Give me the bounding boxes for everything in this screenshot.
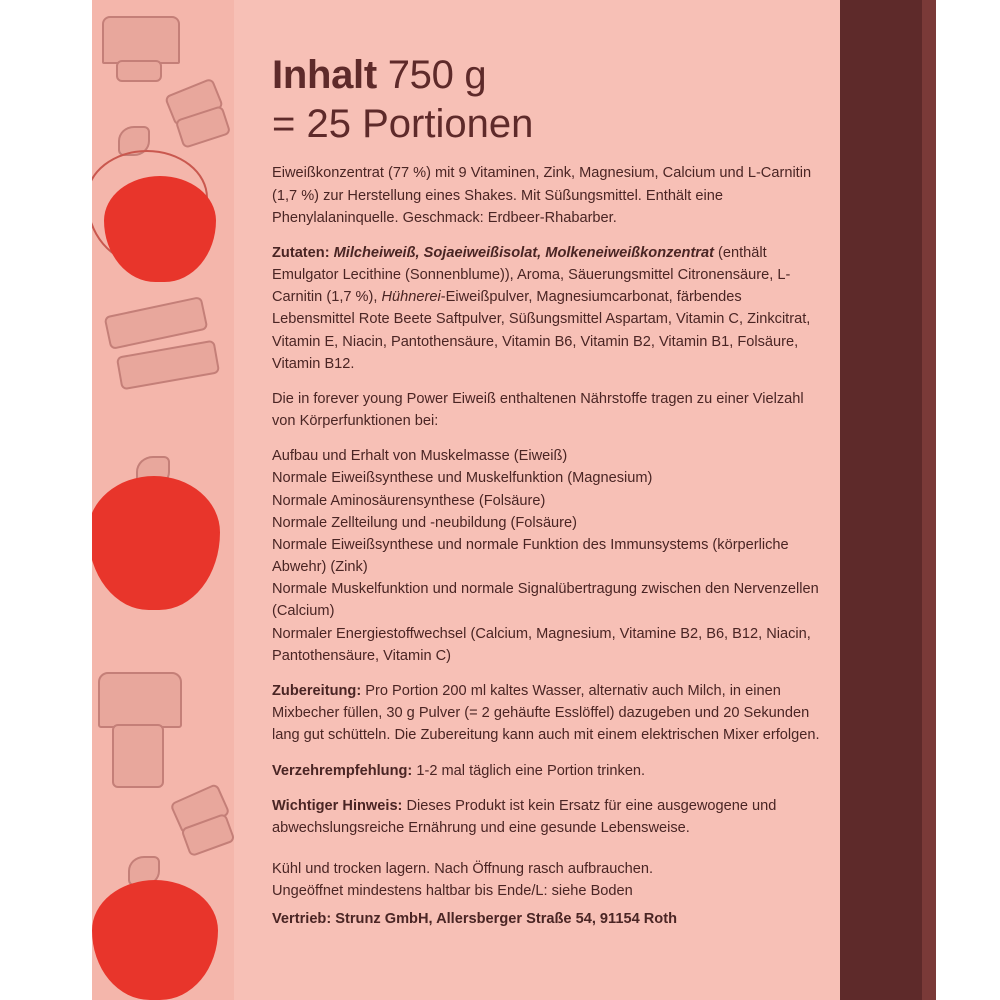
consumption-heading: Verzehrempfehlung: [272,762,413,779]
storage-line-2: Ungeöffnet mindestens haltbar bis Ende/L: siehe Boden [272,883,633,900]
preparation-paragraph [272,680,828,747]
rhubarb-stalk-icon [104,296,209,350]
background-left-margin [0,0,92,1000]
ingredients-paragraph [272,242,828,375]
list-item: Normale Muskelfunktion und normale Signalübertragung zwischen den Nervenzellen (Calcium) [272,581,819,620]
list-item: Normale Aminosäurensynthese (Folsäure) [272,492,546,509]
package-side-edge [922,0,936,1000]
strawberry-icon [104,176,216,282]
rhubarb-leaf-icon [102,16,180,64]
preparation-heading: Zubereitung: [272,682,362,699]
portions-count: = 25 Portionen [272,102,534,147]
rhubarb-leaf-icon [98,672,182,728]
ingredients-part-2: -Eiweißpulver, Magnesiumcarbonat, färbendes Lebensmittel Rote Beete Saftpulver, Süßungsmittel Aspartam, Vitamin C, Zinkcitrat, Vitamin E, Niacin, Pantothensäure, Vitamin B6, Vitamin B2, Vitamin B1, Folsäure, Vitamin B12. [272,289,811,372]
distribution-heading: Vertrieb: [272,911,332,928]
label-content [272,52,828,944]
package-side-panel [840,0,922,1000]
ingredients-emphasis-1: Milcheiweiß, Sojaeiweißisolat, Molkeneiweißkonzentrat [333,244,714,261]
rhubarb-stalk-icon [116,340,220,391]
distribution-paragraph [272,908,828,930]
decorative-illustration-panel [92,0,234,1000]
consumption-paragraph [272,760,828,782]
distribution-text: Strunz GmbH, Allersberger Straße 54, 91154 Roth [331,911,677,928]
strawberry-icon [92,476,220,610]
product-description: Eiweißkonzentrat (77 %) mit 9 Vitaminen, Zink, Magnesium, Calcium und L-Carnitin (1,7 %) zur Herstellung eines Shakes. Mit Süßungsmittel. Enthält eine Phenylalaninquelle. Geschmack: Erdbeer-Rhabarber. [272,165,812,226]
page-title [272,52,828,99]
rhubarb-stalk-icon [116,60,162,82]
notice-paragraph [272,795,828,839]
notice-heading: Wichtiger Hinweis: [272,797,403,814]
ingredients-emphasis-2: Hühnerei [381,289,441,306]
notice-text: Dieses Produkt ist kein Ersatz für eine ausgewogene und abwechslungsreiche Ernährung und eine gesunde Lebensweise. [272,797,777,836]
list-item: Aufbau und Erhalt von Muskelmasse (Eiweiß) [272,448,568,465]
background-right-margin [936,0,1000,1000]
benefits-intro: Die in forever young Power Eiweiß enthaltenen Nährstoffe tragen zu einer Vielzahl von Körperfunktionen bei: [272,390,804,430]
storage-line-1: Kühl und trocken lagern. Nach Öffnung rasch aufbrauchen. [272,861,654,878]
strawberry-icon [92,880,218,1000]
list-item: Normaler Energiestoffwechsel (Calcium, Magnesium, Vitamine B2, B6, B12, Niacin, Pantothensäure, Vitamin C) [272,625,811,664]
content-label: Inhalt [272,53,377,97]
list-item: Normale Eiweißsynthese und normale Funktion des Immunsystems (körperliche Abwehr) (Zink) [272,536,789,576]
ingredients-part-1: (enthält Emulgator Lecithine (Sonnenblume)), Aroma, Säuerungsmittel Citronensäure, L-Carnitin (1,7 %), [272,244,791,306]
ingredients-heading: Zutaten: [272,244,330,261]
preparation-text: Pro Portion 200 ml kaltes Wasser, alternativ auch Milch, in einen Mixbecher füllen, 30 g Pulver (= 2 gehäufte Esslöffel) dazugeben und 20 Sekunden lang gut schütteln. Die Zubereitung kann auch mit einem elektrischen Mixer erfolgen. [272,682,820,744]
list-item: Normale Eiweißsynthese und Muskelfunktion (Magnesium) [272,470,653,487]
rhubarb-stalk-icon [112,724,164,788]
list-item: Normale Zellteilung und -neubildung (Folsäure) [272,514,578,531]
content-weight: 750 g [387,53,487,97]
consumption-text: 1-2 mal täglich eine Portion trinken. [412,762,646,779]
benefits-list [272,445,828,667]
